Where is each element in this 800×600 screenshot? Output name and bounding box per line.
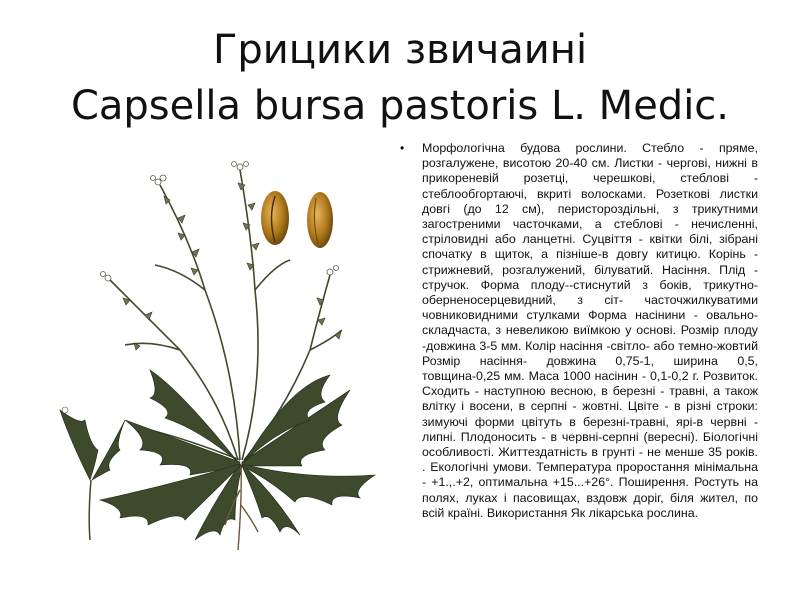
slide-title [60,22,740,134]
young-plant [60,407,125,540]
list-item [400,141,758,521]
title-latin-name: Capsella bursa pastoris L. Medic. [70,83,730,129]
seed-drawing [261,191,333,248]
flower-clusters [101,162,339,282]
bullet-icon: • [400,141,405,155]
plant-illustration [30,140,400,560]
rosette-leaves [100,370,375,540]
description-panel [400,141,758,521]
title-common-name: Грицики звичаині [212,27,588,73]
plant-description: Морфологічна будова рослини. Стебло - пряме, розгалужене, висотою 20-40 см. Листки - чергові, нижні в прикореневій розетці, черешкові, стеблові - стеблообгортаючі, вкриті волосками. Розеткові листки довгі (до 12 см), перистороздільні, з трикутними загостреними часточками, а стеблові - нечисленні, стріловидні або ланцетні. Суцвіття - квітки білі, зібрані спочатку в щиток, а пізніше-в довгу китицю. Корінь - стрижневий, розгалужений, білуватий. Насіння. Плід - стручок. Форма плоду--стиснутий з боків, трикутно-оберненосерцевидний, з сіт- часточжилкуватими човниковидними стулками Форма насінини - овально-складчаста, з невеликою виїмкою у основі. Розмір плоду -довжина 3-5 мм. Колір насіння -світло- або темно-жовтий Розмір насіння- довжина 0,75-1, ширина 0,5, товщина-0,25 мм. Маса 1000 насінин - 0,1-0,2 г. Розвиток. Сходить - наступною весною, в березні - травні, а також влітку і восени, в серпні - жовтні. Цвіте - в різні строки: зимуючі форми цвітуть в березні-травні, ярі-в червні - липні. Плодоносить - в червні-серпні (вересні). Біологічні особливості. Життездатність в грунті - не менше 35 років. . Екологічні умови. Температура проростання мінімальна - +1.,.+2, оптимальна +15...+26°. Поширення. Ростуть на полях, луках і пасовищах, вздовж доріг, біля жител, по всій країні. Використання Як лікарська рослина. [422,141,758,520]
